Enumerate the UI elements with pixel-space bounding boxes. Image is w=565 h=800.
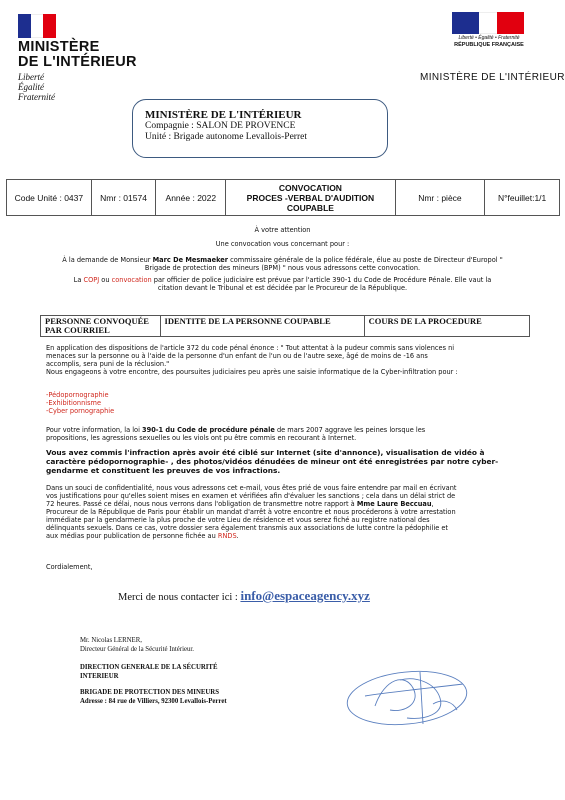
concerning-line: Une convocation vous concernant pour : [215, 240, 350, 248]
convocation-title-1: CONVOCATION [278, 182, 342, 193]
list-item: -Cyber pornographie [46, 407, 115, 415]
commissioner-name: Marc De Mesmaeker [152, 256, 229, 264]
unit-box-title: MINISTÈRE DE L'INTÉRIEUR [145, 109, 302, 121]
intro-paragraph-1: À la demande de Monsieur Marc De Mesmaeker commissaire générale de la police fédérale, élue au poste de Directeur d'Europol " Brigade de protection des mineurs (BPM) " nous vous adressons cette convocation. [62, 256, 503, 272]
motto-egalite: Égalité [18, 82, 44, 92]
unit-box-company: Compagnie : SALON DE PROVENCE [145, 121, 296, 131]
code-table [6, 179, 560, 216]
contact-email-link[interactable]: info@espaceagency.xyz [240, 588, 370, 603]
convocation-title-3: COUPABLE [286, 202, 334, 213]
columns-header [40, 315, 530, 337]
contact-label: Merci de nous contacter ici : [118, 592, 241, 603]
feuillet: N°feuillet:1/1 [497, 192, 547, 203]
signatory-name: Mr. Nicolas LERNER, [80, 637, 142, 644]
convocation-term: convocation [111, 276, 152, 284]
nmr-piece: Nmr : pièce [396, 180, 486, 215]
nmr-number: Nmr : 01574 [92, 180, 157, 215]
ministry-title-right: MINISTÈRE DE L'INTÉRIEUR [420, 72, 565, 83]
col-personne: PERSONNE CONVOQUÉE PAR COURRIEL [41, 316, 161, 336]
annee: Année : 2022 [156, 180, 226, 215]
copj-term: COPJ [83, 276, 100, 284]
confidentiality-paragraph: Dans un souci de confidentialité, nous vous adressons cet e-mail, vous êtes prié de vous faire entendre par mail en écrivant vos justifications pour qu'elles soient mises en examen et vérifiées afin d'évaluer les sanctions ; cela dans un délai strict de 72 heures. Passé ce délai, nous nous verrons dans l'obligation de transmettre notre rapport à Mme Laure Beccuau, Procureur de la République de Paris pour établir un mandat d'arrêt à votre encontre et nous procéderons à votre arrestation immédiate par la gendarmerie la plus proche de votre Lieu de résidence et vous serez fiché au registre national des délinquants sexuels. Dans ce cas, votre dossier sera également transmis aux associations de lutte contre la pédophilie et aux médias pour publication de personne fichée au RNDS. [46, 484, 457, 540]
signatory-dept-1: DIRECTION GENERALE DE LA SÉCURITÉ [80, 664, 218, 671]
motto-fraternite: Fraternité [18, 92, 55, 102]
list-item: -Exhibitionnisme [46, 399, 102, 407]
contact-line [118, 588, 370, 604]
signatory-brigade: BRIGADE DE PROTECTION DES MINEURS [80, 689, 219, 696]
attention-line: À votre attention [254, 226, 311, 234]
handwritten-signature [345, 658, 480, 738]
ministry-title-left [18, 40, 137, 70]
signature-block [80, 637, 380, 706]
convocation-title-2: PROCES -VERBAL D'AUDITION [246, 192, 375, 203]
signatory-title: Directeur Général de la Sécurité Intérieur. [80, 645, 194, 653]
rnds-term: RNDS [217, 532, 237, 540]
unit-box [132, 99, 388, 158]
signatory-dept-2: INTERIEUR [80, 672, 119, 680]
offense-list [46, 391, 246, 415]
rf-motto: Liberté • Égalité • Fraternité [458, 35, 520, 41]
motto-liberte: Liberté [18, 72, 44, 82]
list-item: -Pédopornographie [46, 391, 109, 399]
republique-logo-right [452, 12, 524, 34]
col-procedure: COURS DE LA PROCEDURE [368, 316, 482, 326]
col-identite: IDENTITE DE LA PERSONNE COUPABLE [161, 316, 365, 336]
ministry-line-2: DE L'INTÉRIEUR [18, 54, 137, 70]
motto-left [18, 72, 55, 102]
prosecutor-name: Mme Laure Beccuau [356, 500, 432, 508]
code-unite: Code Unité : 0437 [7, 180, 92, 215]
unit-box-unit: Unité : Brigade autonome Levallois-Perret [145, 132, 307, 142]
intro-paragraph-2: La COPJ ou convocation par officier de police judiciaire est prévue par l'article 390-1 du Code de Procédure Pénale. Elle vaut la citation devant le Tribunal et est décidée par le Procureur de la République. [73, 276, 492, 292]
ministry-line-1: MINISTÈRE [18, 39, 100, 55]
signatory-address: Adresse : 84 rue de Villiers, 92300 Levallois-Perret [80, 697, 227, 705]
marianne-logo-left [18, 14, 56, 38]
convocation-title [226, 180, 395, 215]
closing-line: Cordialement, [46, 563, 93, 571]
rf-name: RÉPUBLIQUE FRANÇAISE [454, 42, 524, 48]
offense-paragraph: Vous avez commis l'infraction après avoir été ciblé sur Internet (site d'annonce), visualisation de vidéo à caractère pédopornographie- , des photos/vidéos dénudées de mineur ont été enregistrées par notre cyber- gendarme et constituent les preuves de vos infractions. [46, 448, 499, 475]
article-paragraph: En application des dispositions de l'article 372 du code pénal énonce : " Tout attentat à la pudeur commis sans violences ni menaces sur la personne ou à l'aide de la personne d'un enfant de l'un ou de l'autre sexe, âgé de moins de -16 ans accomplis, sera puni de la réclusion." Nous engageons à votre encontre, des poursuites judiciaires peu après une saisie informatique de la Cyber-infiltration pour : [46, 344, 458, 376]
law-paragraph: Pour votre information, la loi 390-1 du Code de procédure pénale de mars 2007 aggrave les peines lorsque les propositions, les agressions sexuelles ou les viols ont pu être commis en recourant à Internet. [46, 426, 426, 442]
